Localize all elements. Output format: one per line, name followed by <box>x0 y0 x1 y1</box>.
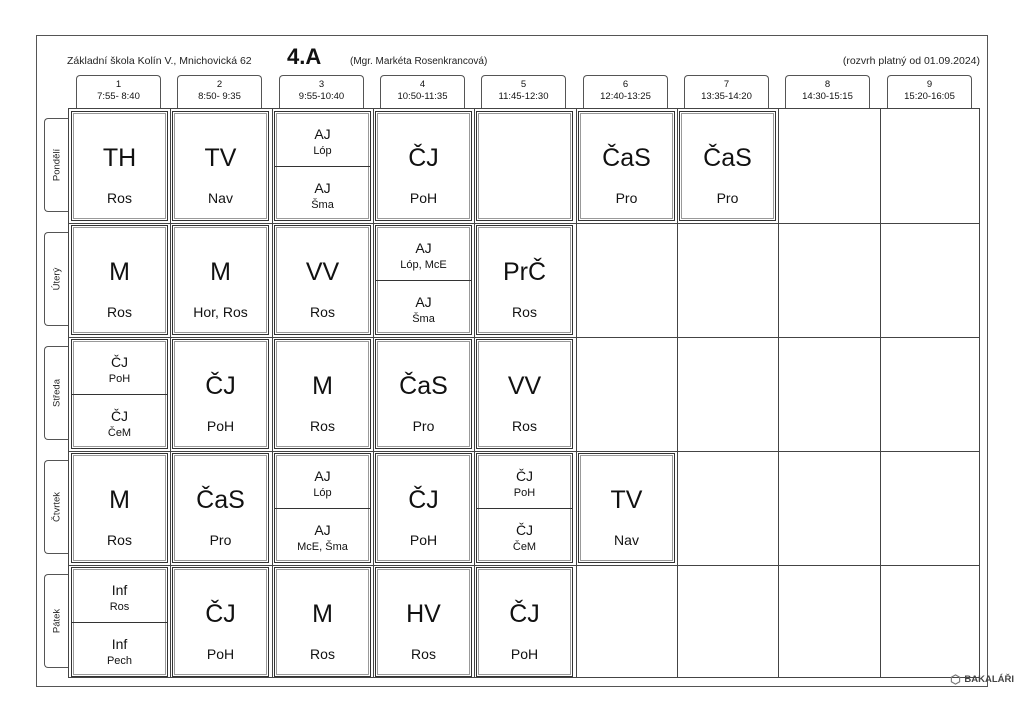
lesson-teacher: Nav <box>208 190 233 206</box>
lesson-group-2 <box>72 622 167 676</box>
lesson-group-2 <box>477 508 572 562</box>
lesson-subject: ČJ <box>408 144 439 172</box>
lesson-cell <box>578 111 675 221</box>
group-subject: AJ <box>314 126 331 142</box>
grid-col-line <box>272 109 273 677</box>
brand-label: BAKALÁŘI <box>964 674 1014 686</box>
school-name: Základní škola Kolín V., Mnichovická 62 <box>67 55 252 67</box>
day-label: Čtvrtek <box>51 491 62 523</box>
lesson-subject: ČJ <box>205 600 236 628</box>
lesson-subject: TV <box>204 144 237 172</box>
lesson-cell <box>274 567 371 677</box>
period-time: 10:50-11:35 <box>397 91 448 102</box>
lesson-cell <box>172 339 269 449</box>
period-tab-1 <box>76 75 161 109</box>
lesson-cell <box>274 225 371 335</box>
lesson-subject: VV <box>507 372 542 400</box>
lesson-group-1 <box>477 454 572 509</box>
lesson-group-1 <box>72 568 167 623</box>
group-teacher: Šma <box>311 199 334 211</box>
lesson-cell <box>71 225 168 335</box>
period-time: 9:55-10:40 <box>298 91 345 102</box>
lesson-cell <box>71 339 168 449</box>
lesson-cell <box>274 453 371 563</box>
lesson-subject: PrČ <box>502 258 547 286</box>
class-name: 4.A <box>287 44 322 69</box>
lesson-teacher: Ros <box>107 190 132 206</box>
lesson-subject: M <box>109 258 130 286</box>
lesson-teacher: PoH <box>409 532 438 548</box>
lesson-teacher: Ros <box>310 646 335 662</box>
lesson-cell <box>71 111 168 221</box>
day-tab-5 <box>44 574 68 668</box>
grid-row-line <box>69 223 979 224</box>
lesson-subject: ČaS <box>703 144 752 172</box>
period-number: 8 <box>824 79 831 90</box>
period-time: 8:50- 9:35 <box>198 91 241 102</box>
group-teacher: ČeM <box>512 541 537 553</box>
day-tab-4 <box>44 460 68 554</box>
grid-col-line <box>880 109 881 677</box>
lesson-cell <box>375 225 472 335</box>
period-time: 14:30-15:15 <box>802 91 853 102</box>
bakalari-logo-icon <box>950 674 961 685</box>
lesson-group-2 <box>72 394 167 448</box>
lesson-subject: HV <box>406 600 441 628</box>
lesson-subject: M <box>312 600 333 628</box>
grid-col-line <box>576 109 577 677</box>
period-number: 6 <box>622 79 629 90</box>
period-tab-3 <box>279 75 364 109</box>
lesson-group-2 <box>275 508 370 562</box>
lesson-cell <box>578 453 675 563</box>
group-subject: ČJ <box>515 522 534 538</box>
period-tab-8 <box>785 75 870 109</box>
period-tab-9 <box>887 75 972 109</box>
class-teacher: (Mgr. Markéta Rosenkrancová) <box>350 56 488 67</box>
period-time: 7:55- 8:40 <box>97 91 140 102</box>
lesson-teacher: Ros <box>512 418 537 434</box>
period-number: 2 <box>216 79 223 90</box>
lesson-subject: M <box>312 372 333 400</box>
day-tab-3 <box>44 346 68 440</box>
lesson-group-2 <box>275 166 370 220</box>
grid-col-line <box>778 109 779 677</box>
group-subject: ČJ <box>110 408 129 424</box>
lesson-cell <box>172 567 269 677</box>
lesson-subject: TV <box>610 486 643 514</box>
group-subject: Inf <box>111 636 128 652</box>
lesson-teacher: Ros <box>310 418 335 434</box>
lesson-cell <box>476 111 573 221</box>
lesson-teacher: Ros <box>107 304 132 320</box>
grid-row-line <box>69 565 979 566</box>
lesson-cell <box>172 225 269 335</box>
lesson-group-1 <box>376 226 471 281</box>
lesson-group-1 <box>275 454 370 509</box>
group-teacher: McE, Šma <box>297 541 348 553</box>
grid-row-line <box>69 451 979 452</box>
grid-col-line <box>170 109 171 677</box>
grid-col-line <box>677 109 678 677</box>
period-time: 11:45-12:30 <box>498 91 549 102</box>
lesson-group-1 <box>275 112 370 167</box>
lesson-teacher: Hor, Ros <box>193 304 248 320</box>
lesson-teacher: Ros <box>512 304 537 320</box>
lesson-cell <box>679 111 776 221</box>
lesson-cell <box>375 339 472 449</box>
period-tab-4 <box>380 75 465 109</box>
group-teacher: PoH <box>108 373 131 385</box>
lesson-teacher: Nav <box>614 532 639 548</box>
day-label: Úterý <box>51 267 62 291</box>
period-number: 1 <box>115 79 122 90</box>
lesson-subject: ČaS <box>196 486 245 514</box>
validity-date: (rozvrh platný od 01.09.2024) <box>842 55 980 67</box>
lesson-cell <box>476 225 573 335</box>
lesson-cell <box>71 567 168 677</box>
lesson-teacher: PoH <box>206 418 235 434</box>
lesson-teacher: Pro <box>615 190 638 206</box>
group-teacher: Lóp <box>313 145 332 157</box>
group-subject: AJ <box>415 240 432 256</box>
lesson-group-1 <box>72 340 167 395</box>
lesson-teacher: PoH <box>409 190 438 206</box>
lesson-cell <box>274 111 371 221</box>
lesson-cell <box>375 567 472 677</box>
period-number: 4 <box>419 79 426 90</box>
lesson-subject: ČJ <box>509 600 540 628</box>
lesson-teacher: PoH <box>510 646 539 662</box>
group-subject: AJ <box>314 522 331 538</box>
lesson-subject: ČJ <box>205 372 236 400</box>
lesson-subject: ČaS <box>399 372 448 400</box>
lesson-teacher: Pro <box>209 532 232 548</box>
period-tab-2 <box>177 75 262 109</box>
lesson-subject: VV <box>305 258 340 286</box>
lesson-teacher: PoH <box>206 646 235 662</box>
lesson-cell <box>375 111 472 221</box>
group-teacher: Ros <box>109 601 130 613</box>
day-label: Pátek <box>51 608 62 634</box>
lesson-cell <box>476 453 573 563</box>
group-subject: AJ <box>415 294 432 310</box>
group-teacher: Šma <box>412 313 435 325</box>
group-teacher: Lóp <box>313 487 332 499</box>
lesson-cell <box>476 339 573 449</box>
grid-col-line <box>474 109 475 677</box>
lesson-teacher: Pro <box>412 418 435 434</box>
period-number: 7 <box>723 79 730 90</box>
timetable-grid <box>68 108 980 678</box>
day-tab-2 <box>44 232 68 326</box>
lesson-teacher: Ros <box>310 304 335 320</box>
lesson-teacher: Ros <box>107 532 132 548</box>
lesson-cell <box>172 453 269 563</box>
lesson-cell <box>172 111 269 221</box>
lesson-subject: ČaS <box>602 144 651 172</box>
lesson-cell <box>476 567 573 677</box>
day-tab-1 <box>44 118 68 212</box>
group-subject: AJ <box>314 468 331 484</box>
lesson-teacher: Pro <box>716 190 739 206</box>
group-subject: AJ <box>314 180 331 196</box>
period-tab-7 <box>684 75 769 109</box>
bakalari-brand <box>950 674 1014 685</box>
group-teacher: Lóp, McE <box>400 259 447 271</box>
period-tab-5 <box>481 75 566 109</box>
lesson-group-2 <box>376 280 471 334</box>
group-subject: ČJ <box>515 468 534 484</box>
lesson-subject: M <box>109 486 130 514</box>
day-label: Středa <box>51 379 62 407</box>
period-number: 3 <box>318 79 325 90</box>
period-time: 15:20-16:05 <box>904 91 955 102</box>
lesson-teacher: Ros <box>411 646 436 662</box>
lesson-subject: ČJ <box>408 486 439 514</box>
group-subject: Inf <box>111 582 128 598</box>
lesson-cell <box>274 339 371 449</box>
group-teacher: PoH <box>513 487 536 499</box>
lesson-subject: M <box>210 258 231 286</box>
period-tab-6 <box>583 75 668 109</box>
period-number: 5 <box>520 79 527 90</box>
lesson-cell <box>71 453 168 563</box>
period-number: 9 <box>926 79 933 90</box>
period-time: 13:35-14:20 <box>701 91 752 102</box>
grid-row-line <box>69 337 979 338</box>
period-time: 12:40-13:25 <box>600 91 651 102</box>
group-teacher: Pech <box>106 655 133 667</box>
grid-col-line <box>373 109 374 677</box>
lesson-cell <box>375 453 472 563</box>
group-teacher: ČeM <box>107 427 132 439</box>
group-subject: ČJ <box>110 354 129 370</box>
day-label: Pondělí <box>51 148 62 182</box>
lesson-subject: TH <box>102 144 137 172</box>
